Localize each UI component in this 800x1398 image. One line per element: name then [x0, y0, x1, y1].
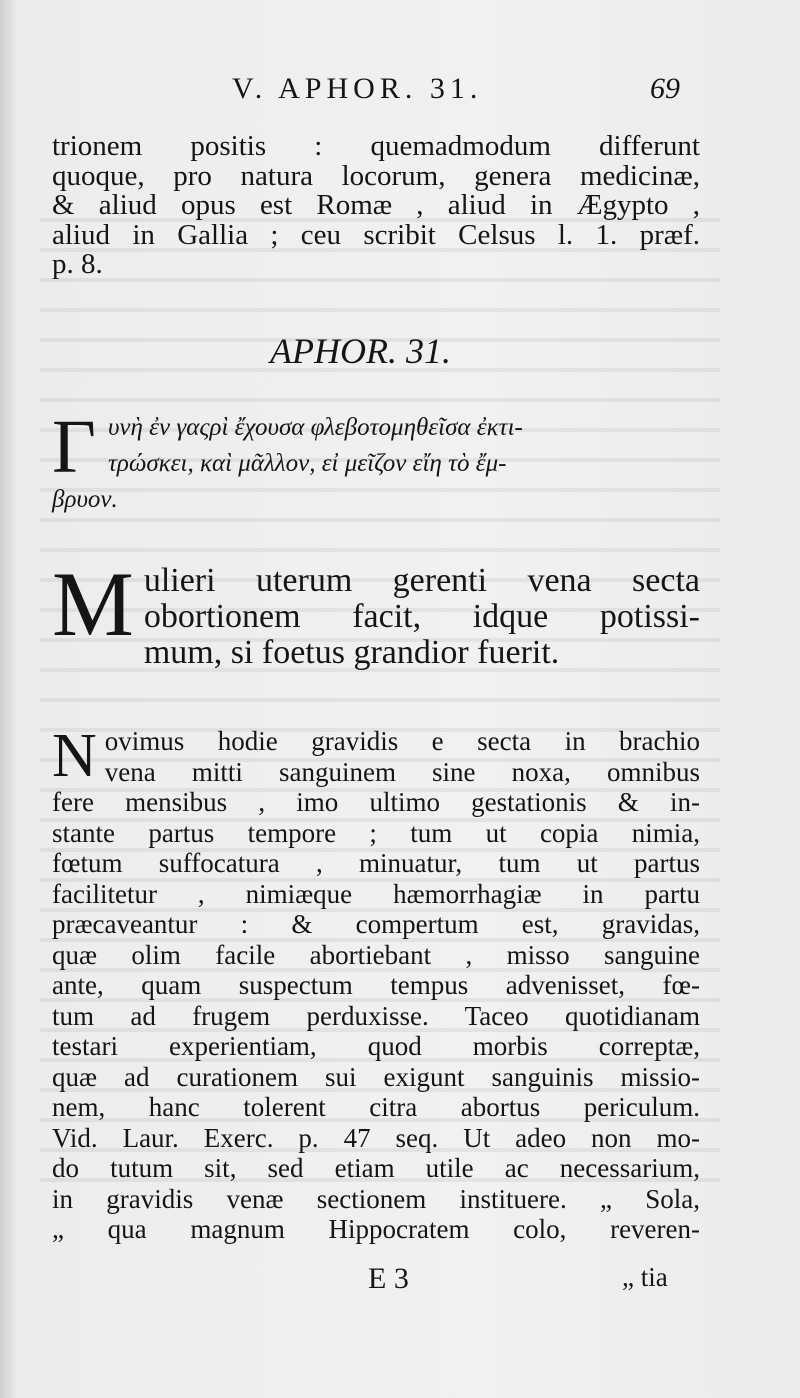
text-line: quoque, pro natura locorum, genera medicinæ, [52, 159, 700, 192]
intro-paragraph [52, 132, 700, 280]
catchword: „ tia [622, 1262, 668, 1292]
commentary-line: præcaveantur : & compertum est, gravidas, [52, 909, 700, 939]
commentary-line: ovimus hodie gravidis e secta in brachio [104, 726, 700, 756]
commentary-line: quæ olim facile abortiebant , misso sanguine [52, 939, 700, 970]
commentary-line: facilitetur , nimiæque hæmorrhagiæ in partu [52, 878, 700, 909]
commentary-line: tum ad frugem perduxisse. Taceo quotidianam [52, 1000, 700, 1031]
commentary-drop-cap: N [52, 722, 97, 790]
commentary-line: „ qua magnum Hippocratem colo, reveren- [52, 1214, 700, 1244]
commentary-line: vena mitti sanguinem sine noxa, omnibus [104, 756, 700, 787]
commentary-line: do tutum sit, sed etiam utile ac necessarium, [52, 1153, 700, 1183]
greek-line: υνὴ ἐν γαςρὶ ἔχουσα φλεβοτομηθεῖσα ἐκτι- [107, 414, 523, 441]
running-title: V. APHOR. 31. [232, 72, 483, 105]
commentary-line: fœtum suffocatura , minuatur, tum ut partus [52, 848, 700, 878]
commentary-line: nem, hanc tolerent citra abortus periculum. [52, 1092, 700, 1122]
commentary-line: fere mensibus , imo ultimo gestationis & in- [52, 787, 700, 817]
latin-aphorism [52, 553, 700, 671]
commentary-line: in gravidis venæ sectionem instituere. „ Sola, [52, 1183, 700, 1214]
latin-line: obortionem facit, idque potissi- [143, 598, 700, 635]
commentary-line: testari experientiam, quod morbis correptæ, [52, 1031, 700, 1061]
commentary-line: stante partus tempore ; tum ut copia nimia, [52, 817, 700, 848]
page-number: 69 [650, 72, 680, 105]
text-line: p. 8. [52, 248, 103, 280]
commentary-paragraph [52, 722, 700, 1245]
latin-line: ulieri uterum gerenti vena secta [143, 562, 700, 599]
text-line: trionem positis : quemadmodum differunt [52, 130, 700, 162]
greek-drop-cap: Γ [52, 405, 96, 489]
aphorism-heading: APHOR. 31. [270, 331, 451, 371]
signature-mark: E 3 [368, 1262, 409, 1295]
running-head [0, 72, 800, 112]
latin-drop-cap: M [52, 553, 134, 655]
commentary-line: Vid. Laur. Exerc. p. 47 seq. Ut adeo non mo- [52, 1122, 700, 1153]
latin-line: mum, si foetus grandior fuerit. [143, 634, 560, 671]
greek-line: τρώσκει, καὶ μᾶλλον, εἰ μεῖζον εἴη τὸ ἔμ- [107, 450, 507, 477]
greek-line: βρυον. [52, 486, 118, 513]
text-line: & aliud opus est Romæ , aliud in Ægypto , [52, 189, 700, 221]
greek-aphorism [52, 405, 700, 518]
commentary-line: quæ ad curationem sui exigunt sanguinis missio- [52, 1061, 700, 1092]
commentary-line: ante, quam suspectum tempus advenisset, fœ- [52, 970, 700, 1000]
text-line: aliud in Gallia ; ceu scribit Celsus l. 1. præf. [52, 218, 700, 251]
